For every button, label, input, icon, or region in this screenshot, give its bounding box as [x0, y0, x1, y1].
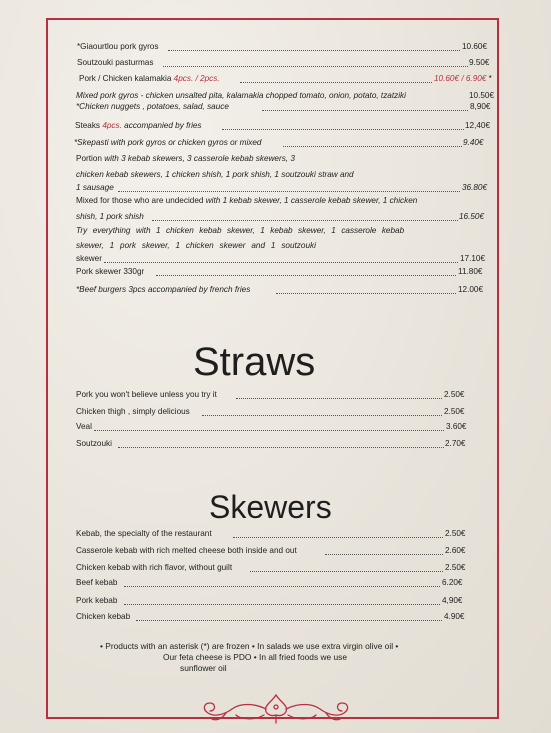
- item-name: Steaks: [75, 121, 103, 130]
- item-name: Pork kebab: [76, 596, 118, 605]
- item-price: 11.80€: [458, 267, 483, 276]
- dot-leader: [325, 554, 443, 555]
- item-name: Kebab, the specialty of the restaurant: [76, 529, 212, 538]
- dot-leader: [104, 262, 458, 263]
- item-price: 3.60€: [446, 422, 467, 431]
- item-price: 9.40€: [463, 138, 484, 147]
- dot-leader: [124, 604, 440, 605]
- item-name: Pork you won't believe unless you try it: [76, 390, 217, 399]
- item-price: 2.50€: [445, 529, 466, 538]
- dot-leader: [250, 571, 443, 572]
- flourish-ornament-icon: [196, 693, 356, 729]
- item-description: [76, 196, 417, 206]
- item-description: Try everything with 1 chicken kebab skewer, 1 kebab skewer, 1 casserole kebab: [76, 226, 405, 235]
- item-desc: with 3 kebab skewers, 3 casserole kebab skewers, 3: [101, 154, 295, 163]
- item-name: *Chicken nuggets , potatoes, salad, sauce: [76, 102, 229, 111]
- dot-leader: [222, 129, 464, 130]
- item-name: Portion: [76, 154, 102, 163]
- item-portion: 4pcs. / 2pcs.: [173, 74, 220, 83]
- item-description: Mixed pork gyros - chicken unsalted pita, kalamakia chopped tomato, onion, potato, tzatziki: [76, 91, 406, 100]
- item-description: skewer: [76, 254, 102, 263]
- item-price: 10.60€ / 6.90€: [434, 74, 487, 83]
- item-price: 2.70€: [445, 439, 466, 448]
- item-price: 10.60€: [462, 42, 488, 51]
- dot-leader: [94, 430, 444, 431]
- section-heading-skewers: Skewers: [209, 489, 332, 525]
- dot-leader: [168, 50, 460, 51]
- footer-note-line3: sunflower oil: [180, 663, 227, 673]
- list-item: [434, 74, 492, 84]
- item-price: 16.50€: [459, 212, 485, 221]
- section-heading-straws: Straws: [193, 340, 316, 384]
- dot-leader: [202, 415, 442, 416]
- dot-leader: [262, 110, 468, 111]
- dot-leader: [152, 220, 458, 221]
- item-price: 10.50€: [469, 91, 495, 100]
- item-name: Soutzouki: [76, 439, 112, 448]
- item-name: Veal: [76, 422, 92, 431]
- item-description: [76, 154, 295, 164]
- dot-leader: [240, 82, 432, 83]
- list-item: [77, 42, 158, 52]
- item-name: *Skepasti with pork gyros or chicken gyros or mixed: [74, 138, 262, 147]
- item-price: 4,90€: [442, 596, 463, 605]
- item-name: Beef kebab: [76, 578, 118, 587]
- item-desc: accompanied by fries: [121, 121, 202, 130]
- dot-leader: [236, 398, 442, 399]
- item-name: Soutzouki pasturmas: [77, 58, 154, 67]
- item-desc: with 1 kebab skewer, 1 casserole kebab skewer, 1 chicken: [203, 196, 418, 205]
- item-price: 36.80€: [462, 183, 488, 192]
- dot-leader: [163, 66, 468, 67]
- dot-leader: [283, 146, 462, 147]
- item-name: Pork / Chicken kalamakia: [79, 74, 174, 83]
- item-name: Chicken kebab with rich flavor, without guilt: [76, 563, 233, 572]
- item-name: Chicken kebab: [76, 612, 131, 621]
- item-description: skewer, 1 pork skewer, 1 chicken skewer and 1 soutzouki: [76, 241, 316, 250]
- dot-leader: [156, 275, 456, 276]
- item-description: 1 sausage: [76, 183, 114, 192]
- frozen-mark: *: [488, 74, 492, 83]
- footer-note-line1: • Products with an asterisk (*) are frozen • In salads we use extra virgin olive oil •: [100, 641, 399, 651]
- item-price: 17.10€: [460, 254, 486, 263]
- dot-leader: [233, 537, 443, 538]
- dot-leader: [118, 447, 444, 448]
- item-name: *Beef burgers 3pcs accompanied by french fries: [76, 285, 251, 294]
- item-price: 2.50€: [444, 390, 465, 399]
- list-item: [75, 121, 202, 131]
- item-price: 4.90€: [444, 612, 465, 621]
- list-item: [79, 74, 220, 84]
- item-price: 12,40€: [465, 121, 491, 130]
- item-description: chicken kebab skewers, 1 chicken shish, 1 pork shish, 1 soutzouki straw and: [76, 170, 354, 179]
- item-price: 2.50€: [444, 407, 465, 416]
- item-description: shish, 1 pork shish: [76, 212, 144, 221]
- item-name: Chicken thigh , simply delicious: [76, 407, 190, 416]
- dot-leader: [276, 293, 456, 294]
- item-name: *Giaourtlou pork gyros: [77, 42, 159, 51]
- item-price: 6.20€: [442, 578, 463, 587]
- item-name: Mixed for those who are undecided: [76, 196, 204, 205]
- item-price: 2.60€: [445, 546, 466, 555]
- footer-note-line2: Our feta cheese is PDO • In all fried foods we use: [163, 652, 348, 662]
- item-name: Pork skewer 330gr: [76, 267, 145, 276]
- dot-leader: [136, 620, 442, 621]
- dot-leader: [118, 191, 460, 192]
- item-portion: 4pcs.: [102, 121, 122, 130]
- item-price: 12.00€: [458, 285, 484, 294]
- item-price: 8,90€: [470, 102, 491, 111]
- item-price: 2.50€: [445, 563, 466, 572]
- item-price: 9.50€: [469, 58, 490, 67]
- item-name: Casserole kebab with rich melted cheese both inside and out: [76, 546, 297, 555]
- dot-leader: [124, 586, 440, 587]
